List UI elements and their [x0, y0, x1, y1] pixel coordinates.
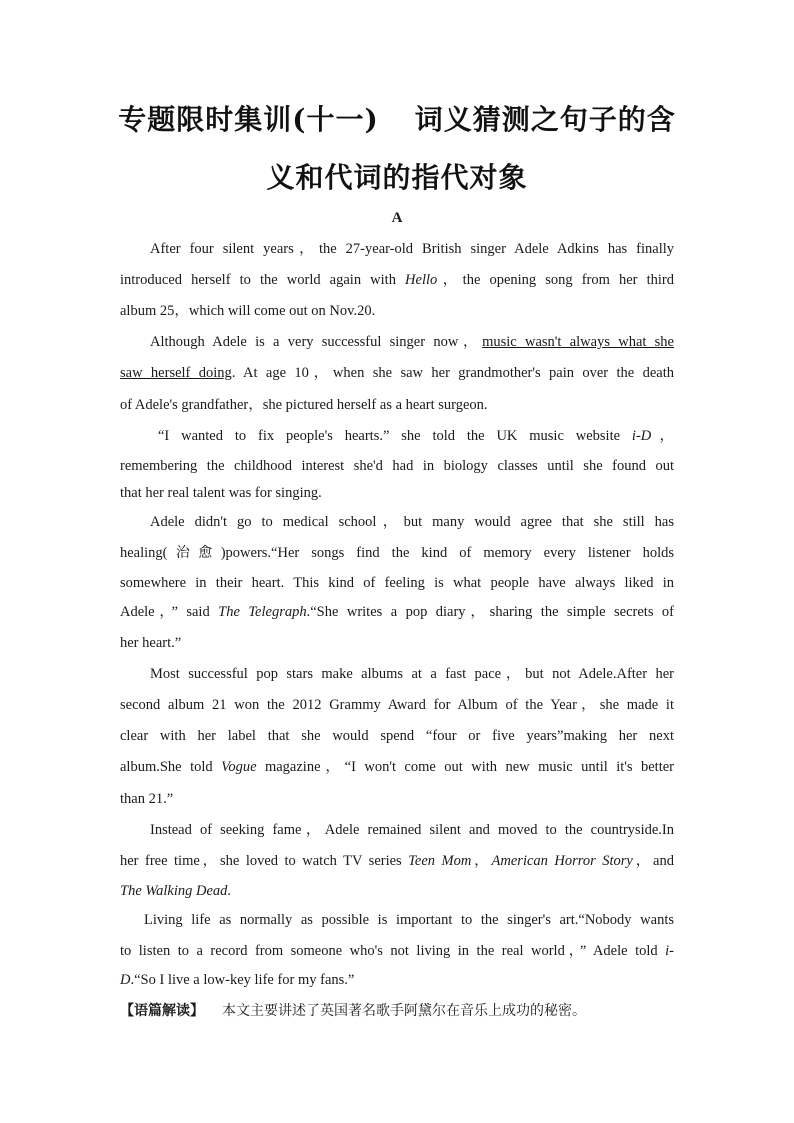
- title-part-1: 专题限时集训(十一): [118, 103, 379, 136]
- title-part-2: 词义猜测之句子的含: [414, 103, 676, 136]
- underlined-phrase-2: saw herself doing: [120, 365, 232, 381]
- p1-line-1: After four silent years，the 27-year-old British singer Adele Adkins has finally: [150, 241, 674, 257]
- page-title-line-1: [0, 98, 794, 138]
- p2-line-3: of Adele's grandfather，she pictured herself as a heart surgeon.: [120, 397, 488, 413]
- p4-line-2: healing(治愈)powers.“Her songs find the kind of memory every listener holds: [120, 545, 675, 561]
- p5-line-5: than 21.”: [120, 791, 174, 807]
- p7-line-2: to listen to a record from someone who's not living in the real world，” Adele told i-: [120, 943, 674, 959]
- p6-line-1: Instead of seeking fame，Adele remained silent and moved to the countryside.In: [150, 822, 674, 838]
- section-label: A: [391, 210, 403, 226]
- p5-line-4: album.She told Vogue magazine，“I won't come out with new music until it's better: [120, 759, 674, 775]
- page-title-line-2: 义和代词的指代对象: [266, 161, 528, 194]
- p4-line-5: her heart.”: [120, 635, 182, 651]
- p4-line-4: Adele，” said The Telegraph.“She writes a pop diary，sharing the simple secrets of: [120, 604, 674, 620]
- p2-line-1: Although Adele is a very successful singer now，music wasn't always what she: [150, 334, 674, 350]
- p6-line-2: her free time，she loved to watch TV series Teen Mom，American Horror Story，and: [120, 853, 674, 869]
- p1-line-2: introduced herself to the world again with Hello，the opening song from her third: [120, 272, 674, 288]
- discourse-note-label: 【语篇解读】: [120, 1003, 204, 1019]
- p5-line-1: Most successful pop stars make albums at a fast pace，but not Adele.After her: [150, 666, 674, 682]
- p5-line-3: clear with her label that she would spend “four or five years”making her next: [120, 728, 674, 744]
- p6-line-3: The Walking Dead.: [120, 883, 232, 899]
- p2-line-2: saw herself doing. At age 10，when she saw her grandmother's pain over the death: [120, 365, 675, 381]
- p3-line-2: remembering the childhood interest she'd had in biology classes until she found out: [120, 458, 674, 474]
- p3-line-1: “I wanted to fix people's hearts.” she told the UK music website i-D，: [158, 428, 675, 444]
- discourse-note: [120, 1001, 680, 1021]
- underlined-phrase-1: music wasn't always what she: [482, 334, 674, 350]
- p4-line-1: Adele didn't go to medical school，but many would agree that she still has: [150, 514, 674, 530]
- p7-line-3: D.“So I live a low-key life for my fans.”: [120, 972, 355, 988]
- p1-line-3: album 25，which will come out on Nov.20.: [120, 303, 376, 319]
- p7-line-1: Living life as normally as possible is important to the singer's art.“Nobody wants: [144, 912, 674, 928]
- song-title: Hello: [405, 272, 438, 288]
- p5-line-2: second album 21 won the 2012 Grammy Award for Album of the Year，she made it: [120, 697, 674, 713]
- p3-line-3: that her real talent was for singing.: [120, 485, 322, 501]
- discourse-note-text: 本文主要讲述了英国著名歌手阿黛尔在音乐上成功的秘密。: [222, 1003, 586, 1019]
- p4-line-3: somewhere in their heart. This kind of feeling is what people have always liked in: [120, 575, 674, 591]
